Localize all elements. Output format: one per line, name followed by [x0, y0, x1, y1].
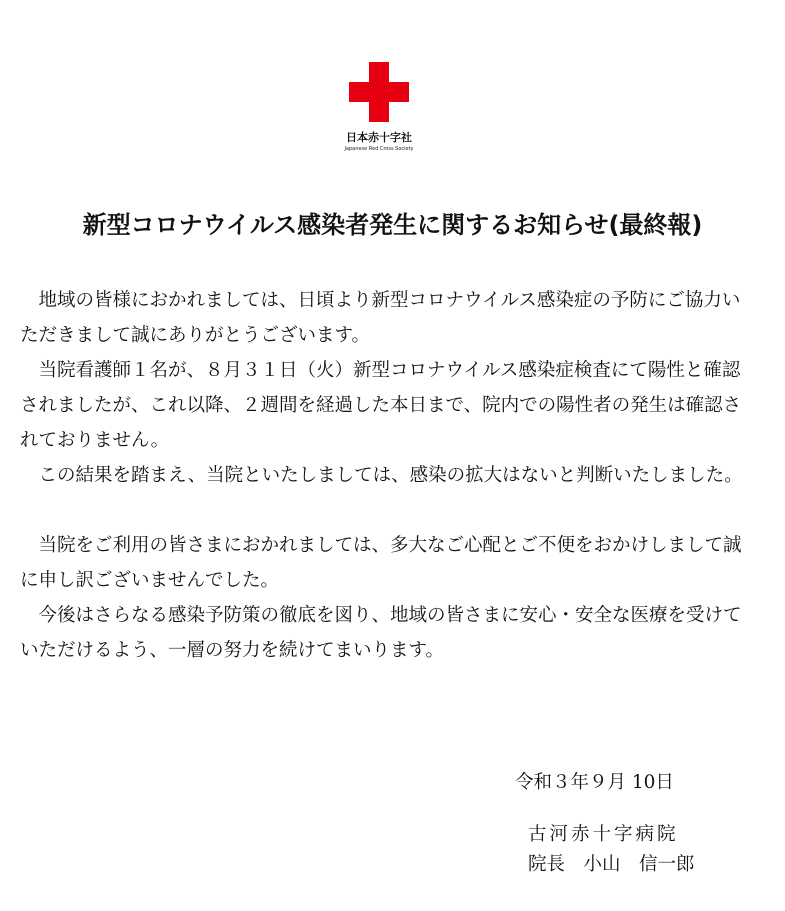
- org-name-en: Japanese Red Cross Society: [344, 146, 414, 152]
- org-name-ja: 日本赤十字社: [346, 131, 412, 144]
- hospital-name: 古河赤十字病院: [528, 824, 679, 845]
- paragraph-conclusion: この結果を踏まえ、当院といたしましては、感染の拡大はないと判断いたしました。: [38, 465, 743, 486]
- paragraph-apology: 当院をご利用の皆さまにおかれましては、多大なご心配とご不便をおかけしまして誠に申し訳ございませんでした。: [20, 535, 742, 591]
- notice-date: 令和３年９月 10日: [515, 772, 674, 793]
- director-name: 院長 小山 信一郎: [528, 854, 695, 875]
- notice-body: [20, 283, 750, 668]
- paragraph-commitment: 今後はさらなる感染予防策の徹底を図り、地域の皆さまに安心・安全な医療を受けていただけるよう、一層の努力を続けてまいります。: [20, 605, 742, 661]
- paragraph-case-report: 当院看護師１名が、８月３１日（火）新型コロナウイルス感染症検査にて陽性と確認されましたが、これ以降、２週間を経過した本日まで、院内での陽性者の発生は確認されておりません。: [20, 360, 742, 451]
- notice-title: 新型コロナウイルス感染者発生に関するお知らせ(最終報): [82, 211, 703, 239]
- paragraph-greeting: 地域の皆様におかれましては、日頃より新型コロナウイルス感染症の予防にご協力いただきまして誠にありがとうございます。: [20, 290, 741, 346]
- red-cross-icon: [349, 62, 409, 122]
- red-cross-logo: [337, 58, 421, 162]
